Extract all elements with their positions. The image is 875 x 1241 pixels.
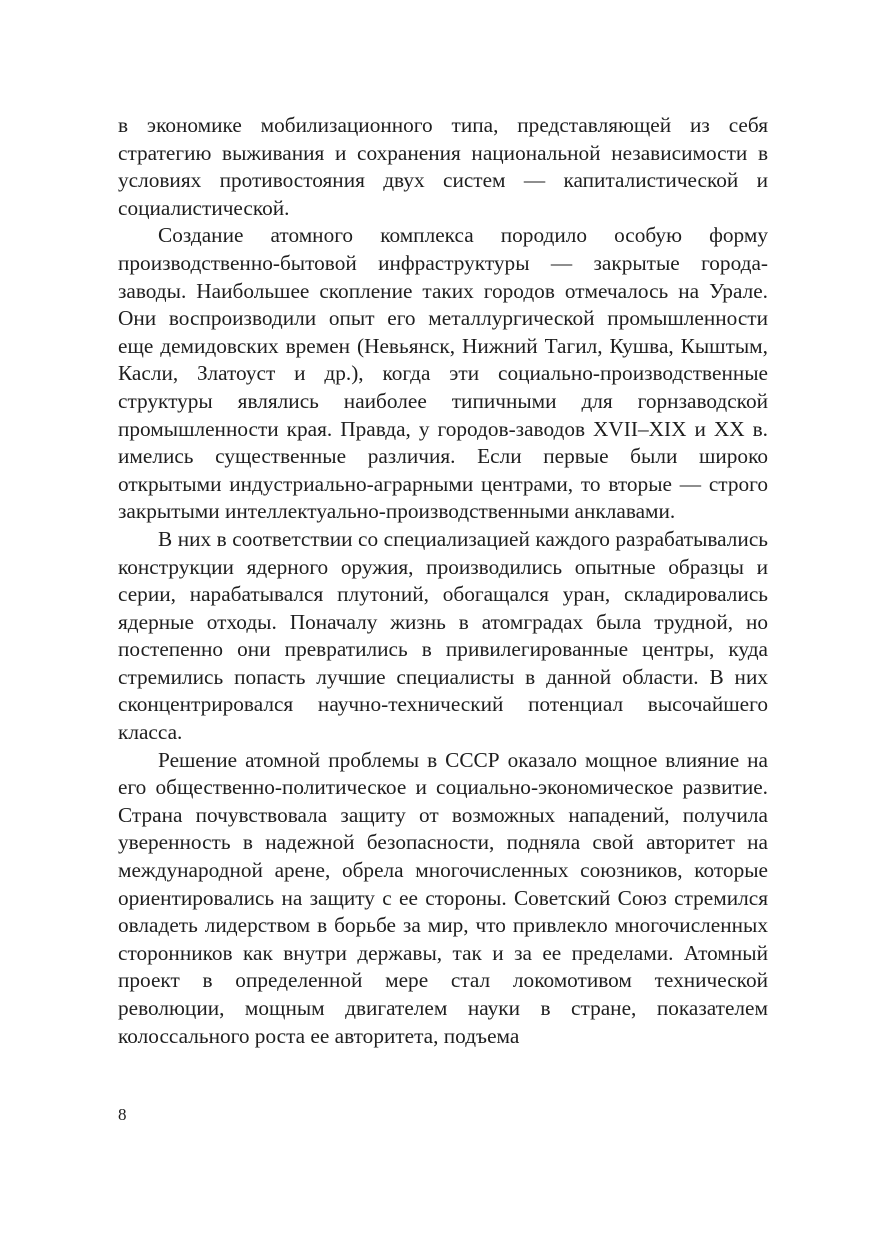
paragraph-continuation: в экономике мобилизационного типа, представляющей из себя стратегию выживания и сохранения национальной независимости в условиях противостояния двух систем — капиталистической и социалистической. bbox=[118, 113, 768, 220]
paragraph-atomic-solution: Решение атомной проблемы в СССР оказало мощное влияние на его общественно-политическое и социально-экономическое развитие. Страна почувствовала защиту от возможных нападений, получила уверенность в надежной безопасности, подняла свой авторитет на международной арене, обрела многочисленных союзников, которые ориентировались на защиту с ее стороны. Советский Союз стремился овладеть лидерством в борьбе за мир, что привлекло многочисленных сторонников как внутри державы, так и за ее пределами. Атомный проект в определенной мере стал локомотивом технической революции, мощным двигателем науки в стране, показателем колоссального роста ее авторитета, подъема bbox=[118, 747, 768, 1048]
paragraph-closed-cities: Создание атомного комплекса породило особую форму производственно-бытовой инфраструктуры — закрытые города-заводы. Наибольшее скопление таких городов отмечалось на Урале. Они воспроизводили опыт его металлургической промышленности еще демидовских времен (Невьянск, Нижний Тагил, Кушва, Кыштым, Касли, Златоуст и др.), когда эти социально-производственные структуры являлись наиболее типичными для горнзаводской промышленности края. Правда, у городов-заводов XVII–XIX и XX в. имелись существенные различия. Если первые были широко открытыми индустриально-аграрными центрами, то вторые — строго закрытыми интеллектуально-производственными анклавами. bbox=[118, 223, 768, 524]
body-text bbox=[118, 112, 768, 1050]
paragraph-nuclear-centers: В них в соответствии со специализацией каждого разрабатывались конструкции ядерного оружия, производились опытные образцы и серии, нарабатывался плутоний, обогащался уран, складировались ядерные отходы. Поначалу жизнь в атомградах была трудной, но постепенно они превратились в привилегированные центры, куда стремились попасть лучшие специалисты в данной области. В них сконцентрировался научно-технический потенциал высочайшего класса. bbox=[118, 526, 768, 745]
page-number: 8 bbox=[118, 1105, 127, 1124]
